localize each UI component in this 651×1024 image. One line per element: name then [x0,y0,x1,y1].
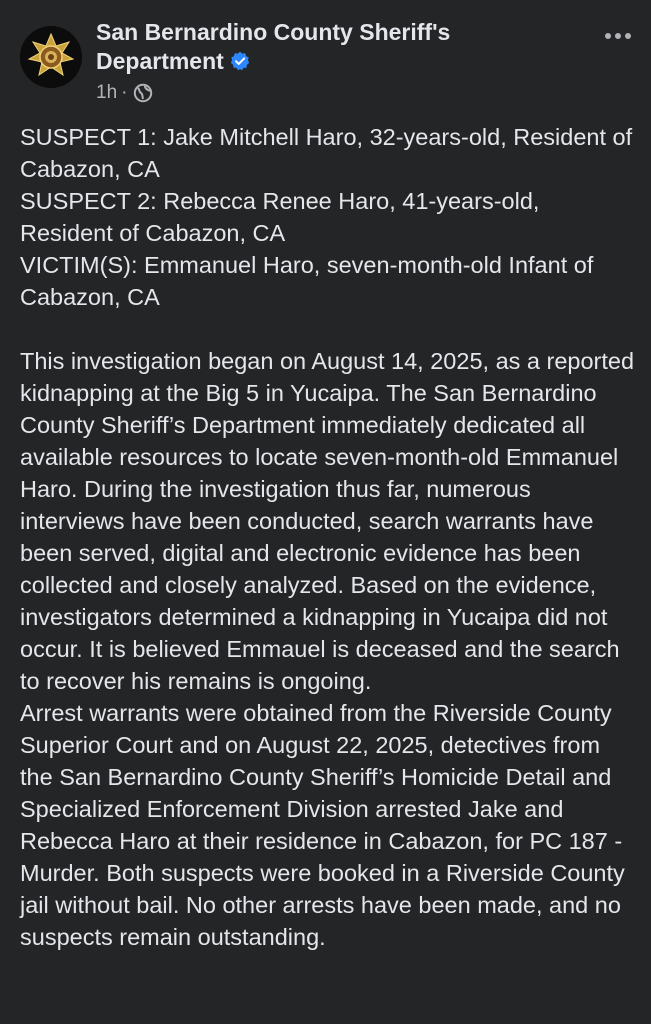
more-options-button[interactable] [601,26,635,46]
meta-separator: · [121,82,128,103]
dot [615,33,621,39]
post-meta [96,82,153,104]
sheriff-star-badge-icon [20,26,82,88]
post-text [20,121,638,953]
dot [605,33,611,39]
globe-icon[interactable] [133,83,153,103]
arrest-paragraph: Arrest warrants were obtained from the Riverside County Superior Court and on August 22, 2025, detectives from the San Bernardino County Sheriff’s Homicide Detail and Specialized Enforcement Division arrested Jake and Rebecca Haro at their residence in Cabazon, for PC 187 - Murder. Both suspects were booked in a Riverside County jail without bail. No other arrests have been made, and no suspects remain outstanding. [20,700,625,950]
timestamp[interactable]: 1h [96,82,118,103]
page-avatar[interactable] [20,26,82,88]
page-name: San Bernardino County Sheriff's Department [96,19,451,74]
verified-badge-icon [230,51,250,71]
investigation-paragraph: This investigation began on August 14, 2025, as a reported kidnapping at the Big 5 in Yucaipa. The San Bernardino County Sheriff’s Department immediately dedicated all available resources to locate seven-month-old Emmanuel Haro. During the investigation thus far, numerous interviews have been conducted, search warrants have been served, digital and electronic evidence has been collected and closely analyzed. Based on the evidence, investigators determined a kidnapping in Yucaipa did not occur. It is believed Emmauel is deceased and the search to recover his remains is ongoing. [20,348,635,694]
page-name-link[interactable] [96,18,546,76]
suspects-paragraph: SUSPECT 1: Jake Mitchell Haro, 32-years-old, Resident of Cabazon, CA SUSPECT 2: Rebecca Renee Haro, 41-years-old, Resident of Cabazon, CA VICTIM(S): Emmanuel Haro, seven-month-old Infant of Cabazon, CA [20,124,633,310]
dot [625,33,631,39]
